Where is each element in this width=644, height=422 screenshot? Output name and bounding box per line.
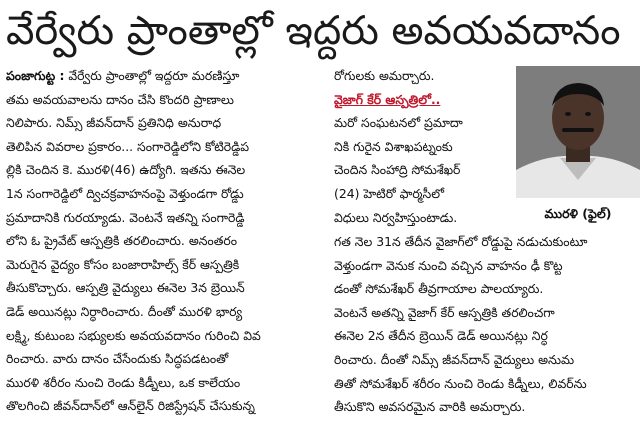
photo-caption: మురళి (ఫైల్): [544, 206, 612, 221]
subheading: వైజాగ్ కేర్ ఆస్పత్రిలో..: [334, 91, 441, 107]
article-line: మెరుగైన వైద్యం కోసం బంజారాహిల్స్ కేర్ ఆస్పత్రికి: [6, 256, 240, 272]
article-column-3: [334, 230, 640, 419]
article-column-2: [334, 64, 510, 229]
headline: వేర్వేరు ప్రాంతాల్లో ఇద్దరు అవయవదానం: [6, 8, 621, 54]
article-line: మరో సంఘటనలో ప్రమాదా: [334, 115, 463, 131]
article-line: లోని ఓ ప్రైవేట్ ఆస్పత్రికి తరలించారు. అనంతరం: [6, 233, 237, 249]
article-line: తెలిపిన వివరాల ప్రకారం... సంగారెడ్డిలోని కోటిరెడ్డిప: [6, 138, 250, 154]
article-line: గత నెల 31న తేదీన వైజాగ్‌లో రోడ్డుపై నడుచుకుంటూ: [334, 234, 588, 249]
article-line: డెడ్ అయినట్లు నిర్ధారించారు. దీంతో మురళి భార్య: [6, 303, 243, 319]
article-line: విధులు నిర్వహిస్తుంటాడు.: [334, 209, 458, 225]
article-line: నిలిపారు. నిమ్స్ జీవన్‌దాన్ ప్రతినిధి అనురాధ: [6, 115, 222, 131]
article-line: రించారు. వారు దానం చేసేందుకు సిద్ధపడటంతో: [6, 351, 229, 367]
article-line: వెళ్తుండగా వెనుక నుంచి వచ్చిన వాహనం ఢీ కొట్ట: [334, 257, 563, 273]
article-line: రోగులకు అమర్చారు.: [334, 68, 435, 83]
article-line: డంతో సోమశేఖర్ తీవ్రగాయాల పాలయ్యారు.: [334, 281, 544, 297]
dateline: పంజాగుట్ట :: [6, 68, 65, 83]
person-portrait-icon: [516, 66, 640, 198]
article-line: లక్ష్మి, కుటుంబ సభ్యులకు అవయవదానం గురించి వివ: [6, 327, 261, 343]
article-line: ఈనెల 2న తేదీన బ్రెయిన్ డెడ్ అయినట్లు నిర్ధ: [334, 328, 548, 344]
article-line: (24) హెటిరో ఫార్మసీలో: [334, 185, 444, 201]
article-line: తితో సోమశేఖర్ శరీరం నుంచి రెండు కిడ్నీలు, లివర్‌ను: [334, 375, 587, 391]
article-column-1: [6, 64, 326, 418]
article-line: 1న సంగారెడ్డిలో ద్విచక్రవాహనంపై వెళ్తుండగా రోడ్డు: [6, 185, 244, 201]
article-line: తమ అవయవాలను దానం చేసి కొందరి ప్రాణాలు: [6, 91, 234, 107]
article-line: చెందిన సింహాద్రి సోమశేఖర్: [334, 162, 461, 178]
person-portrait-photo: [516, 66, 640, 198]
article-line: తీసుకొచ్చారు. ఆస్పత్రి వైద్యులు ఈనెల 3న బ్రెయిన్: [6, 280, 245, 296]
article-line: తొలగించి జీవన్‌దాన్‌లో ఆన్‌లైన్ రిజిస్ట్రేషన్ చేసుకున్న: [6, 398, 255, 414]
article-line: వెంటనే అతన్ని వైజాగ్ కేర్ ఆస్పత్రికి తరలించగా: [334, 304, 555, 320]
article-line: తీసుకొని అవసరమైన వారికి అమర్చారు.: [334, 399, 526, 415]
article-line: నికి గురైన విశాఖపట్నంకు: [334, 138, 453, 154]
article-line: రించారు. దీంతో నిమ్స్ జీవన్‌దాన్ వైద్యులు అనుమ: [334, 351, 575, 367]
article-line: ల్లికి చెందిన కె. మురళి(46) ఉద్యోగి. ఇతను ఈనెల: [6, 162, 246, 178]
article-line: పంజాగుట్ట : వేర్వేరు ప్రాంతాల్లో ఇద్దరూ మరణిస్తూ: [6, 68, 240, 83]
article-line: మురళి శరీరం నుంచి రెండు కిడ్నీలు, ఒక కాలేయం: [6, 374, 241, 390]
article-line: ప్రమాదానికి గురయ్యాడు. వెంటనే ఇతన్ని సంగారెడ్డి: [6, 209, 245, 225]
